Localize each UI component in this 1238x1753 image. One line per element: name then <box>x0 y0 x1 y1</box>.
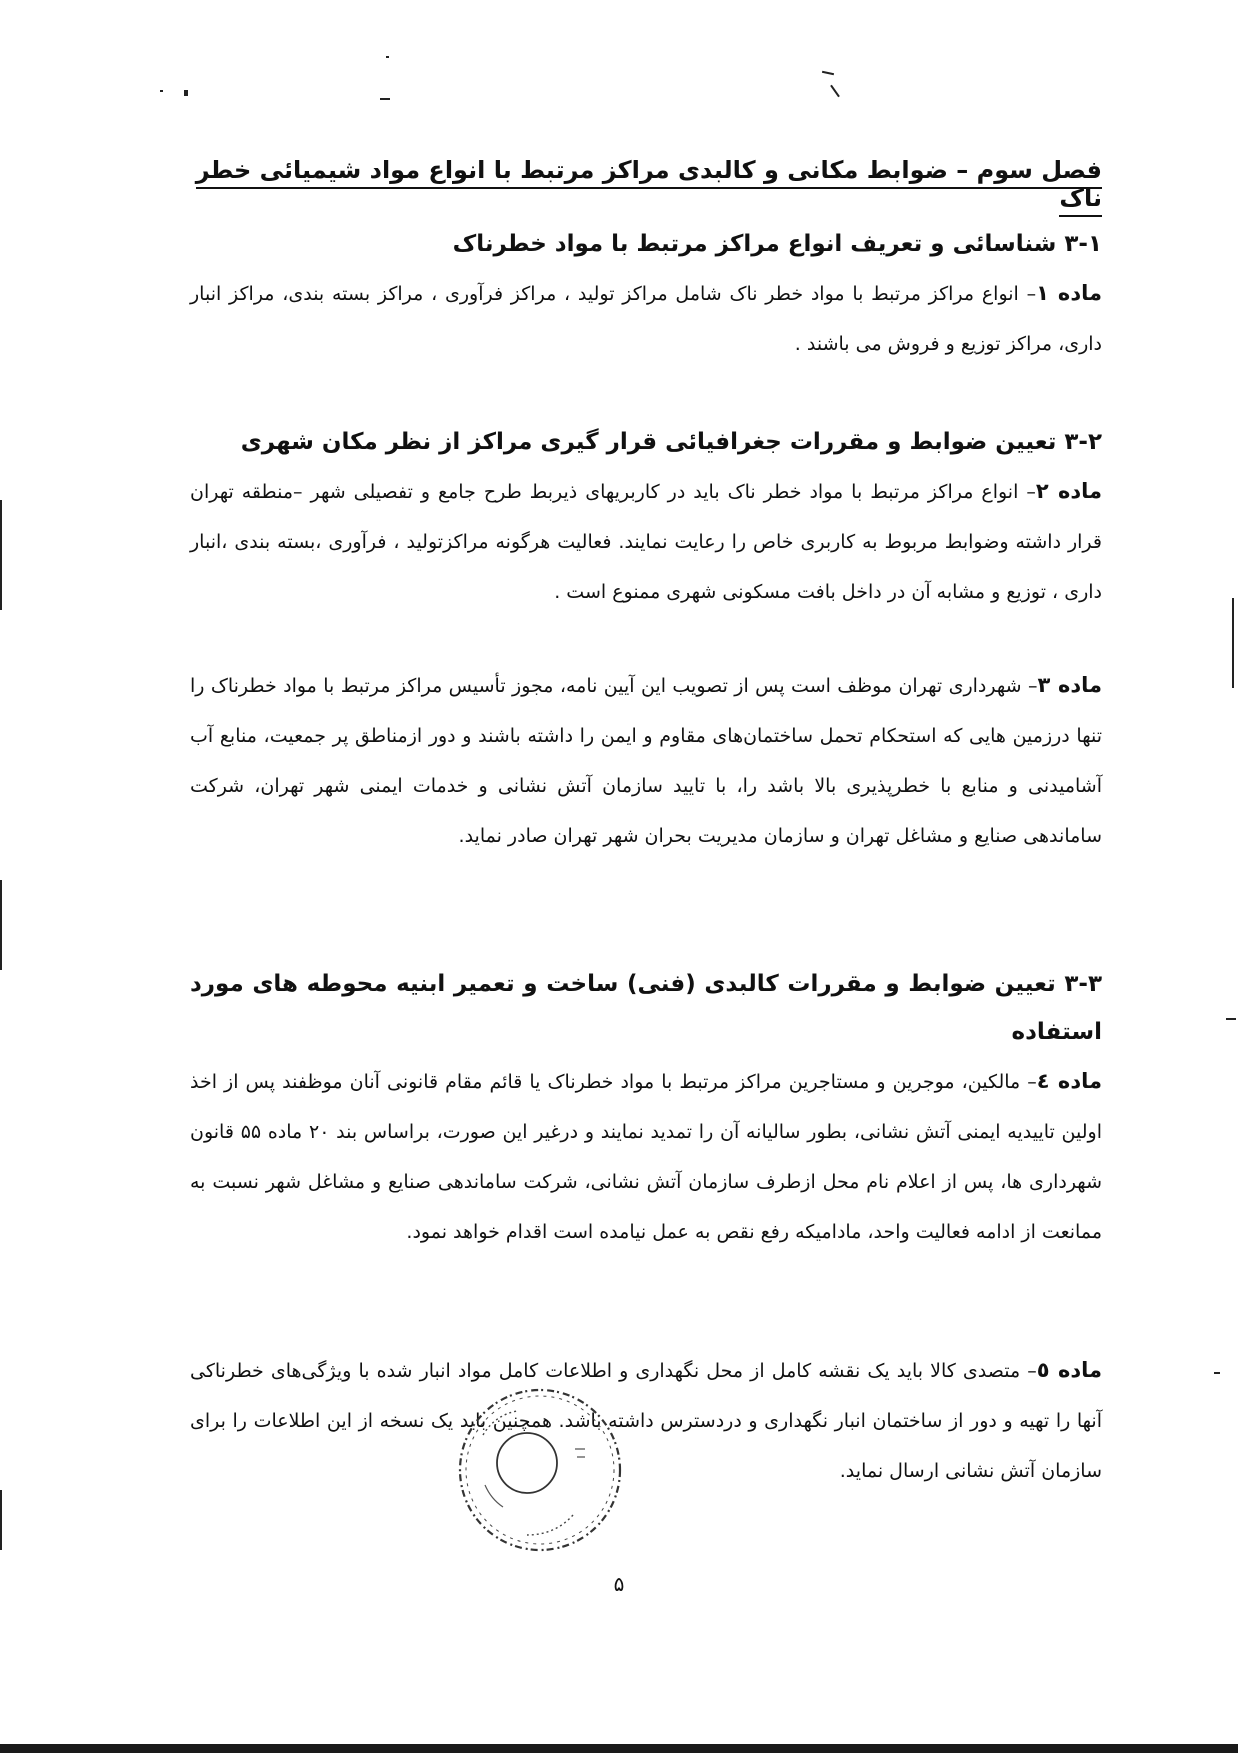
article-text: – شهرداری تهران موظف است پس از تصویب این آیین نامه، مجوز تأسیس مراکز مرتبط با مواد خطرناک را تنها درزمین هایی که استحکام تحمل ساختمان‌های مقاوم و ایمن را داشته باشند و دور ازمناطق پر جمعیت، منابع آب آشامیدنی و منابع با خطرپذیری بالا باشد را، با تایید سازمان آتش نشانی و خدمات ایمنی شهر تهران، شرکت ساماندهی صنایع و مشاغل تهران و سازمان مدیریت بحران شهر تهران صادر نماید. <box>190 675 1102 847</box>
article-label: ماده ۳ <box>1037 673 1103 697</box>
article-label: ماده ۱ <box>1036 281 1102 305</box>
article-5-block <box>190 1345 1102 1496</box>
scan-edge-mark <box>1226 1018 1236 1020</box>
article-paragraph <box>190 466 1102 617</box>
section-3-1 <box>190 220 1102 369</box>
scan-edge-mark <box>1232 598 1234 688</box>
chapter-title <box>190 156 1102 212</box>
article-paragraph <box>190 268 1102 369</box>
section-heading: ۳-۲ تعیین ضوابط و مقررات جغرافیائی قرار گیری مراکز از نظر مکان شهری <box>240 429 1102 455</box>
article-label: ماده ٤ <box>1036 1069 1102 1093</box>
official-stamp-icon <box>455 1385 625 1555</box>
scan-speck <box>160 90 163 92</box>
article-text: – متصدی کالا باید یک نقشه کامل از محل نگهداری و اطلاعات کامل مواد انبار شده با ویژگی‌های خطرناکی آنها را تهیه و دور از ساختمان انبار نگهداری و دردسترس داشته باشد. همچنین باید یک نسخه از این اطلاعات را برای سازمان آتش نشانی ارسال نماید. <box>190 1360 1102 1482</box>
article-label: ماده ۲ <box>1035 479 1102 503</box>
section-heading: ۳-۳ تعیین ضوابط و مقررات کالبدی (فنی) ساخت و تعمیر ابنیه محوطه های مورد استفاده <box>190 971 1102 1045</box>
article-text: – مالکین، موجرین و مستاجرین مراکز مرتبط با مواد خطرناک یا قائم مقام قانونی آنان موظفند پس از اخذ اولین تاییدیه ایمنی آتش نشانی، بطور سالیانه آن را تمدید نمایند و درغیر این صورت، براساس بند ۲۰ ماده ۵۵ قانون شهرداری ها، پس از اعلام نام محل ازطرف سازمان آتش نشانی، شرکت ساماندهی صنایع و مشاغل شهر نسبت به ممانعت از ادامه فعالیت واحد، مادامیکه رفع نقص به عمل نیامده است اقدام خواهد نمود. <box>190 1071 1103 1243</box>
article-text: – انواع مراکز مرتبط با مواد خطر ناک باید در کاربریهای ذیربط طرح جامع و تفصیلی شهر –منطقه تهران قرار داشته وضوابط مربوط به کاربری خاص را رعایت نمایند. فعالیت هرگونه مراکزتولید ، فرآوری ،بسته بندی ،انبار داری ، توزیع و مشابه آن در داخل بافت مسکونی شهری ممنوع است . <box>190 481 1102 603</box>
article-paragraph <box>190 1345 1102 1496</box>
article-label: ماده ٥ <box>1036 1358 1103 1382</box>
section-heading: ۳-۱ شناسائی و تعریف انواع مراکز مرتبط با مواد خطرناک <box>452 231 1102 257</box>
scan-edge-mark <box>0 1490 2 1550</box>
scan-speck <box>184 90 188 96</box>
scan-edge-mark <box>0 500 2 610</box>
scan-speck <box>386 56 389 58</box>
scan-speck <box>830 85 840 98</box>
section-3-3 <box>190 960 1102 1257</box>
section-3-2 <box>190 418 1102 617</box>
scan-speck <box>380 98 390 100</box>
chapter-title-text: فصل سوم – ضوابط مکانی و کالبدی مراکز مرتبط با انواع مواد شیمیائی خطر ناک <box>196 156 1102 217</box>
article-paragraph <box>190 1056 1102 1257</box>
page-number: ۵ <box>613 1572 625 1596</box>
article-3-block <box>190 660 1102 861</box>
scan-speck <box>822 71 834 75</box>
article-paragraph <box>190 660 1102 861</box>
scan-edge-mark <box>1214 1372 1220 1374</box>
scan-edge-mark <box>0 880 2 970</box>
scan-bottom-edge <box>0 1744 1238 1753</box>
article-text: – انواع مراکز مرتبط با مواد خطر ناک شامل مراکز تولید ، مراکز فرآوری ، مراکز بسته بندی، مراکز انبار داری، مراکز توزیع و فروش می باشند . <box>190 283 1102 355</box>
